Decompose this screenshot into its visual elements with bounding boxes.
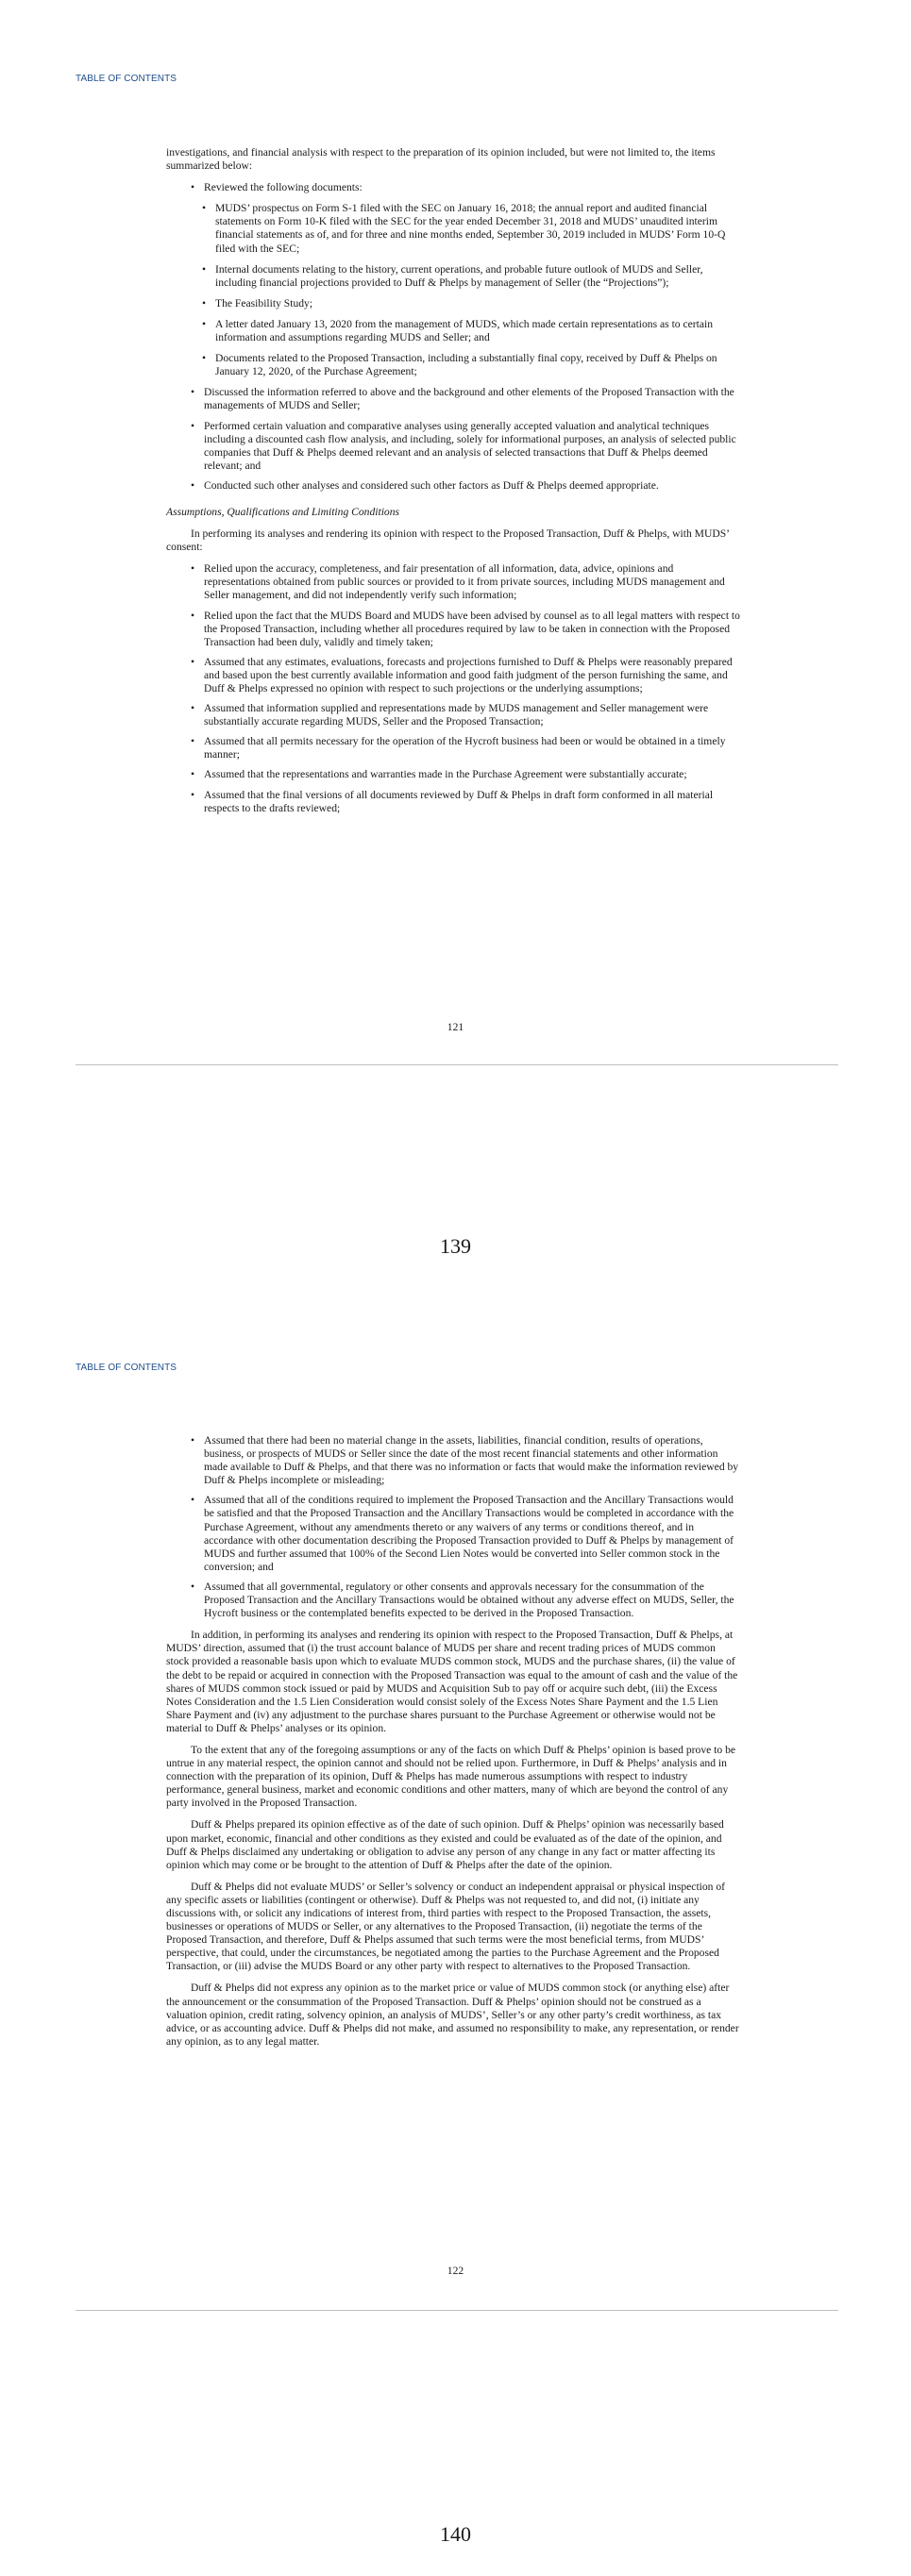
list-item: • Assumed that all governmental, regulatory or other consents and approvals necessary for the consummation of the Proposed Transaction and the Ancillary Transactions would be obtained without any adverse effect on MUDS, Seller, the Hycroft business or the contemplated benefits expected to be derived in the Proposed Transaction.: [204, 1581, 740, 1620]
list-item: • Assumed that any estimates, evaluations, forecasts and projections furnished to Duff & Phelps were reasonably prepared and based upon the best currently available information and good faith judgment of the person furnishing the same, and Duff & Phelps expressed no opinion with respect to such projections or the underlying assumptions;: [204, 656, 740, 695]
reviewed-list: [166, 181, 740, 493]
table-of-contents-link[interactable]: TABLE OF CONTENTS: [76, 74, 177, 84]
sublist-item: • Internal documents relating to the history, current operations, and probable future outlook of MUDS and Seller, including financial projections provided to Duff & Phelps by management of Seller (the “Projections”);: [215, 263, 740, 290]
sublist-item: • A letter dated January 13, 2020 from the management of MUDS, which made certain representations as to certain information and assumptions regarding MUDS and Seller; and: [215, 318, 740, 344]
page-divider: [76, 1064, 838, 1065]
body-paragraph: Duff & Phelps did not evaluate MUDS’ or Seller’s solvency or conduct an independent appraisal or physical inspection of any specific assets or liabilities (contingent or otherwise). Duff & Phelps was not requested to, and did not, (i) initiate any discussions with, or solicit any indications of interest from, third parties with respect to the Proposed Transaction, the assets, businesses or operations of MUDS or Seller, or any alternatives to the Proposed Transaction, (ii) negotiate the terms of the Proposed Transaction, and therefore, Duff & Phelps assumed that such terms were the most beneficial terms, from MUDS’ perspective, that could, under the circumstances, be negotiated among the parties to the Purchase Agreement and the Proposed Transaction, or (iii) advise the MUDS Board or any other party with respect to alternatives to the Proposed Transaction.: [166, 1880, 726, 1973]
list-item: • Discussed the information referred to above and the background and other elements of the Proposed Transaction with the managements of MUDS and Seller;: [204, 386, 740, 412]
sublist-item: • MUDS’ prospectus on Form S-1 filed with the SEC on January 16, 2018; the annual report and audited financial statements on Form 10-K filed with the SEC for the year ended December 31, 2018 and MUDS’ unaudited interim financial statements as of, and for three and nine months ended, September 30, 2019 included in MUDS’ Form 10-Q filed with the SEC;: [215, 202, 740, 255]
list-item: • Assumed that information supplied and representations made by MUDS management and Seller management were substantially accurate regarding MUDS, Seller and the Proposed Transaction;: [204, 702, 740, 728]
documents-sublist: [204, 202, 740, 378]
consent-paragraph: In performing its analyses and rendering its opinion with respect to the Proposed Transaction, Duff & Phelps, with MUDS’ consent:: [166, 527, 730, 554]
page-divider: [76, 2310, 838, 2311]
list-item: • Assumed that the final versions of all documents reviewed by Duff & Phelps in draft form conformed in all material respects to the drafts reviewed;: [204, 789, 740, 815]
table-of-contents-link[interactable]: TABLE OF CONTENTS: [76, 1363, 177, 1373]
list-item-text: Reviewed the following documents:: [204, 181, 363, 194]
sublist-item: • The Feasibility Study;: [215, 297, 740, 310]
list-item: • Assumed that the representations and warranties made in the Purchase Agreement were substantially accurate;: [204, 768, 740, 781]
list-item: • Relied upon the accuracy, completeness, and fair presentation of all information, data, advice, opinions and representations obtained from public sources or provided to it from private sources, including MUDS management and Seller management, and did not independently verify such information;: [204, 562, 740, 602]
list-item: • Relied upon the fact that the MUDS Board and MUDS have been advised by counsel as to all legal matters with respect to the Proposed Transaction, including whether all procedures required by law to be taken in connection with the Proposed Transaction had been duly, validly and timely taken;: [204, 610, 740, 649]
assumptions-list-continued: [166, 1434, 740, 1620]
body-paragraph: In addition, in performing its analyses and rendering its opinion with respect to the Proposed Transaction, Duff & Phelps, at MUDS’ direction, assumed that (i) the trust account balance of MUDS per share and recent trading prices of MUDS common stock provided a reasonable basis upon which to evaluate MUDS common stock, MUDS and the purchase shares, (ii) the value of the debt to be repaid or acquired in connection with the Proposed Transaction was equal to the amount of cash and the value of the shares of MUDS common stock issued or paid by MUDS and Acquisition Sub to pay off or acquire such debt, (iii) the Excess Notes Consideration and the 1.5 Lien Consideration would consist solely of the Excess Notes Share Payment and the 1.5 Lien Share Payment and (iv) any adjustment to the purchase shares pursuant to the Purchase Agreement or otherwise would not be material to Duff & Phelps’ analyses or its opinion.: [166, 1629, 738, 1734]
body-paragraph: To the extent that any of the foregoing assumptions or any of the facts on which Duff & Phelps’ opinion is based prove to be untrue in any material respect, the opinion cannot and should not be relied upon. Furthermore, in Duff & Phelps’ analysis and in connection with the preparation of its opinion, Duff & Phelps has made numerous assumptions with respect to industry performance, general business, market and economic conditions and other matters, many of which are beyond the control of any party involved in the Proposed Transaction.: [166, 1743, 736, 1810]
list-item: • Conducted such other analyses and considered such other factors as Duff & Phelps deemed appropriate.: [204, 479, 740, 493]
list-item: • Assumed that all of the conditions required to implement the Proposed Transaction and the Ancillary Transactions would be satisfied and that the Proposed Transaction and the Ancillary Transactions would be completed in accordance with the Purchase Agreement, without any amendments thereto or any waivers of any terms or conditions thereof, and in accordance with other documentation describing the Proposed Transaction provided to Duff & Phelps by management of MUDS and further assumed that 100% of the Second Lien Notes would be converted into Seller common stock in the conversion; and: [204, 1494, 740, 1574]
sublist-item: • Documents related to the Proposed Transaction, including a substantially final copy, received by Duff & Phelps on January 12, 2020, of the Purchase Agreement;: [215, 352, 740, 378]
sequence-number: 140: [440, 2522, 471, 2546]
list-item: • Assumed that all permits necessary for the operation of the Hycroft business had been or would be obtained in a timely manner;: [204, 735, 740, 761]
sequence-number: 139: [440, 1234, 471, 1258]
list-item: • Performed certain valuation and comparative analyses using generally accepted valuation and analytical techniques including a discounted cash flow analysis, and including, solely for informational purposes, an analysis of selected public companies that Duff & Phelps deemed relevant and an analysis of selected transactions that Duff & Phelps deemed relevant; and: [204, 420, 740, 473]
intro-paragraph: investigations, and financial analysis with respect to the preparation of its opinion included, but were not limited to, the items summarized below:: [166, 146, 716, 173]
list-item: • Assumed that there had been no material change in the assets, liabilities, financial condition, results of operations, business, or prospects of MUDS or Seller since the date of the most recent financial statements and other information made available to Duff & Phelps, and that there was no information or facts that would make the information reviewed by Duff & Phelps incomplete or misleading;: [204, 1434, 740, 1487]
page-number: 122: [447, 2265, 464, 2277]
body-paragraph: Duff & Phelps did not express any opinion as to the market price or value of MUDS common stock (or anything else) after the announcement or the consummation of the Proposed Transaction. Duff & Phelps’ opinion should not be construed as a valuation opinion, credit rating, solvency opinion, an analysis of MUDS’, Seller’s or any other party’s credit worthiness, as tax advice, or as accounting advice. Duff & Phelps did not make, and assumed no responsibility to make, any representation, or render any opinion, as to any legal matter.: [166, 1982, 739, 2048]
page-1-content: [166, 146, 740, 824]
page-2-content: [166, 1434, 740, 2057]
list-item: [204, 181, 740, 378]
section-heading: Assumptions, Qualifications and Limiting Conditions: [166, 505, 400, 518]
page-number: 121: [447, 1021, 464, 1033]
body-paragraph: Duff & Phelps prepared its opinion effective as of the date of such opinion. Duff & Phelps’ opinion was necessarily based upon market, economic, financial and other conditions as they existed and could be evaluated as of the date of the opinion, and Duff & Phelps disclaimed any undertaking or obligation to advise any person of any change in any fact or matter affecting its opinion which may come or be brought to the attention of Duff & Phelps after the date of the opinion.: [166, 1818, 724, 1871]
assumptions-list: [166, 562, 740, 815]
